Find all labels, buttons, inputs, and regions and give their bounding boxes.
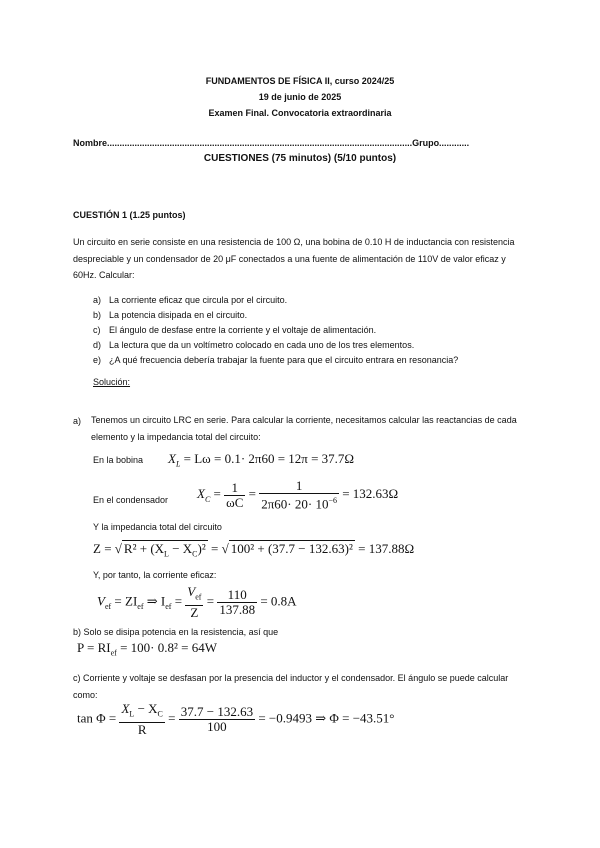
list-item: d) La lectura que da un voltímetro colocado en cada uno de los tres elementos. xyxy=(93,340,415,350)
fraction: $\frac{1}{\omega C}$ xyxy=(226,479,244,510)
solution-a-text: Tenemos un circuito LRC en serie. Para calcular la corriente, necesitamos calcular las reactancias de cada elemento y la impedancia total del circuito: xyxy=(91,415,517,442)
fraction: $\frac{V_{ef}}{Z}$ xyxy=(187,584,202,620)
exam-type: Examen Final. Convocatoria extraordinaria xyxy=(208,108,392,118)
fraction: $\frac{1}{2\pi 60\cdot 20\cdot 10^{-6}}$ xyxy=(261,478,337,512)
solution-label: Solución: xyxy=(93,377,131,387)
capacitor-reactance-equation: $X_C$ = $\frac{1}{\omega C}$ = $\frac{1}{2\pi 60\cdot 20\cdot 10^{-6}}$ = 132.63Ω xyxy=(197,478,399,512)
fraction: $\frac{37.7 - 132.63}{100}$ xyxy=(180,703,254,734)
capacitor-label: En el condensador xyxy=(93,495,169,505)
course-title: FUNDAMENTOS DE FÍSICA II, curso 2024/25 xyxy=(205,76,395,86)
list-item: a) La corriente eficaz que circula por el circuito. xyxy=(93,295,288,305)
solution-a-letter: a) xyxy=(73,416,82,426)
list-item: c) El ángulo de desfase entre la corriente y el voltaje de alimentación. xyxy=(93,325,377,335)
exam-date: 19 de junio de 2025 xyxy=(258,92,342,102)
list-item: b) La potencia disipada en el circuito. xyxy=(93,310,248,320)
impedance-label: Y la impedancia total del circuito xyxy=(93,522,222,532)
question-statement: Un circuito en serie consiste en una resistencia de 100 Ω, una bobina de 0.10 H de inductancia con resistencia despreciable y un condensador de 20 μF conectados a una fuente de alimentación de 110V de valor eficaz y 60Hz. Calcular: xyxy=(73,237,515,280)
current-equation: $V_{ef} = ZI_{ef}$ ⇒ $I_{ef}$ = $\frac{V_{ef}}{Z}$ = $\frac{110}{137.88}$ = 0.8A xyxy=(97,584,297,620)
solution-c-text: c) Corriente y voltaje se desfasan por la presencia del inductor y el condensador. El ángulo se puede calcular como: xyxy=(73,673,509,700)
question-items xyxy=(93,293,458,368)
coil-label: En la bobina xyxy=(93,455,144,465)
angle-equation: tan Φ = $\frac{X_L - X_C}{R}$ = $\frac{37.7 - 132.63}{100}$ = −0.9493 ⇒ Φ = −43.51° xyxy=(77,701,395,737)
student-name-group-line: Nombre..........................................................................................................................Grupo............ xyxy=(73,138,470,148)
list-item: e) ¿A qué frecuencia debería trabajar la fuente para que el circuito entrara en resonancia? xyxy=(93,355,459,365)
fraction: $\frac{X_L - X_C}{R}$ xyxy=(121,701,163,737)
question-title: CUESTIÓN 1 (1.25 puntos) xyxy=(73,210,186,220)
power-equation: $P = RI_{ef} = 100\cdot 0.8^2 = 64W$ xyxy=(77,640,217,658)
section-title: CUESTIONES (75 minutos) (5/10 puntos) xyxy=(203,153,397,164)
impedance-equation: Z = √ $R^2 + (X_L - X_C)^2$ = √ 100² + (37.7 − 132.63)² = 137.88Ω xyxy=(93,541,415,559)
fraction: $\frac{110}{137.88}$ xyxy=(219,586,256,617)
coil-reactance-equation: $X_L = L\omega = 0.1\cdot 2\pi 60 = 12\pi = 37.7\Omega$ xyxy=(168,451,355,469)
solution-b-text: b) Solo se disipa potencia en la resistencia, así que xyxy=(73,627,279,637)
current-label: Y, por tanto, la corriente eficaz: xyxy=(93,570,217,580)
